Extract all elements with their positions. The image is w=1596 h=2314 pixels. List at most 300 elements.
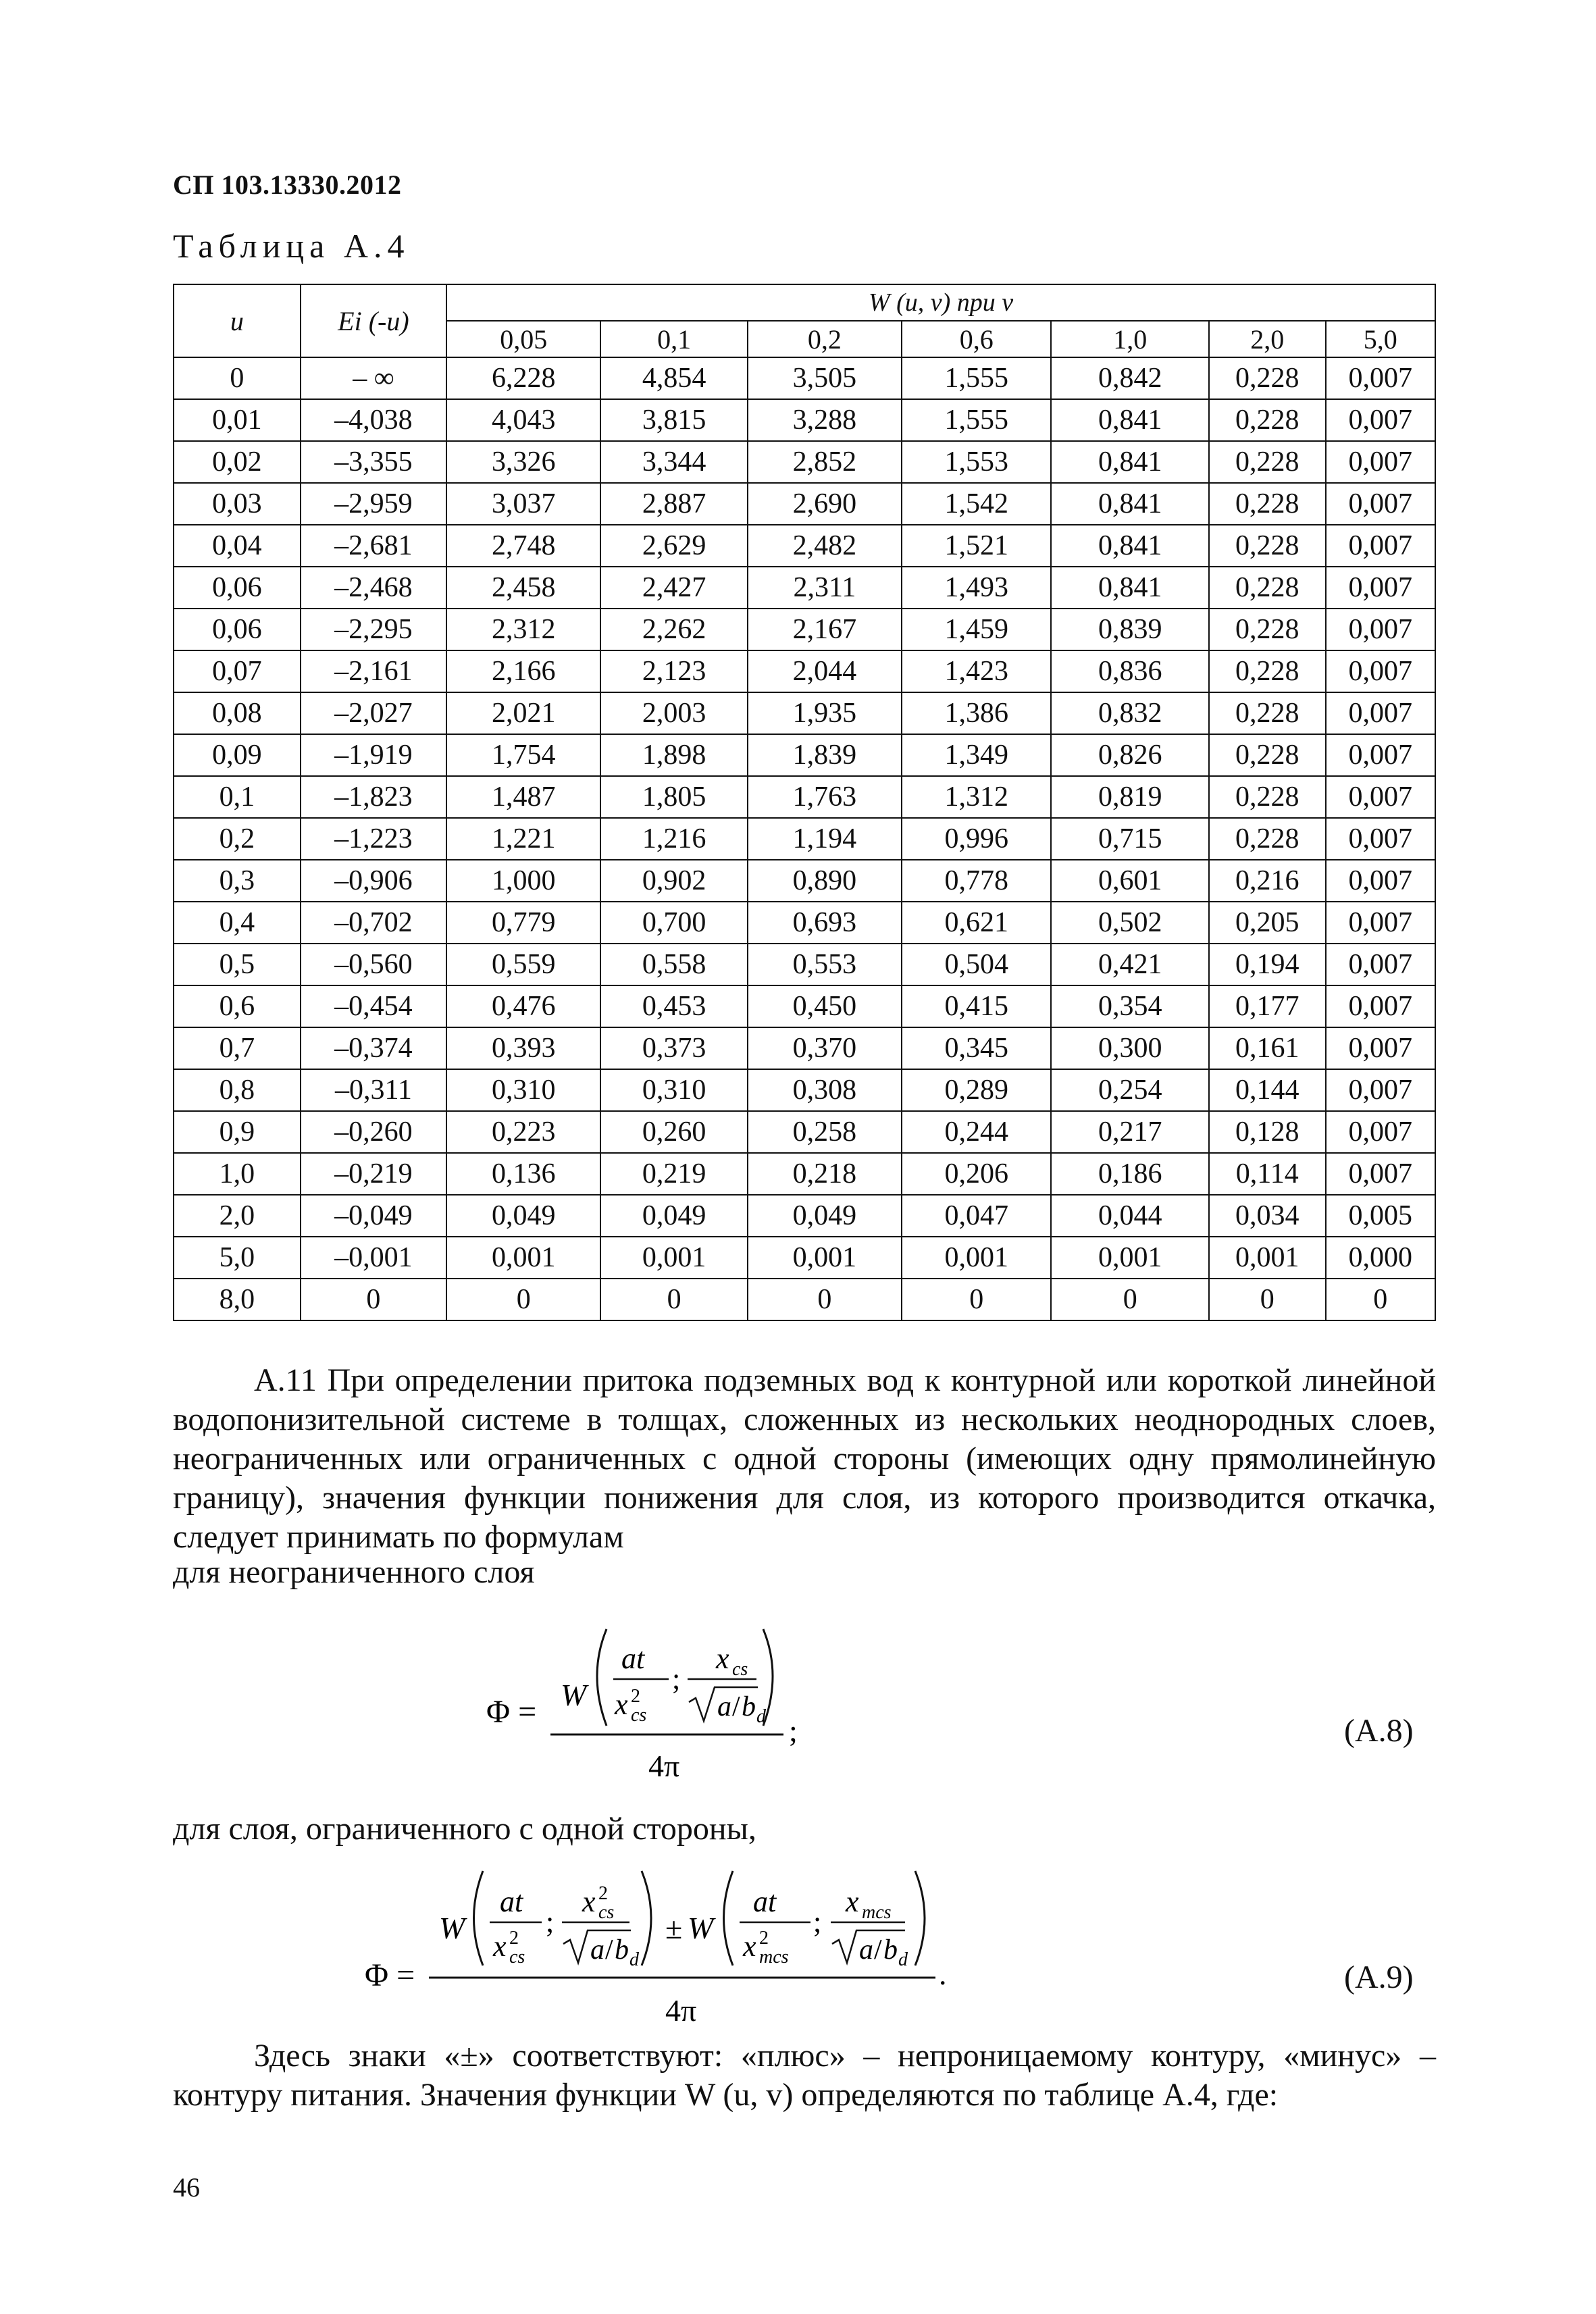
cell-ei: –2,295 <box>301 609 446 650</box>
cell-w: 0,228 <box>1209 776 1326 818</box>
cell-w: 1,763 <box>748 776 902 818</box>
table-row <box>174 567 1435 609</box>
cell-w: 0,450 <box>748 985 902 1027</box>
svg-text:d: d <box>629 1949 639 1970</box>
cell-w: 0,373 <box>600 1027 747 1069</box>
svg-text:x: x <box>493 1930 507 1963</box>
cell-w: 0,996 <box>902 818 1051 860</box>
cell-w: 2,003 <box>600 692 747 734</box>
cell-ei: –2,161 <box>301 650 446 692</box>
cell-w: 0,310 <box>446 1069 600 1111</box>
cell-w: 2,262 <box>600 609 747 650</box>
cell-w: 0,621 <box>902 902 1051 944</box>
cell-ei: –0,311 <box>301 1069 446 1111</box>
cell-w: 0,007 <box>1326 1153 1435 1195</box>
cell-w: 0 <box>446 1279 600 1320</box>
table-row <box>174 483 1435 525</box>
cell-w: 0,841 <box>1051 525 1209 567</box>
cell-ei: –3,355 <box>301 441 446 483</box>
cell-w: 0,453 <box>600 985 747 1027</box>
svg-text:cs: cs <box>598 1902 615 1923</box>
cell-w: 0,001 <box>748 1237 902 1279</box>
svg-text:cs: cs <box>631 1705 647 1726</box>
cell-w: 0,001 <box>1051 1237 1209 1279</box>
cell-ei: –0,906 <box>301 860 446 902</box>
cell-w: 1,805 <box>600 776 747 818</box>
cell-w: 0,300 <box>1051 1027 1209 1069</box>
cell-w: 0,007 <box>1326 567 1435 609</box>
formula-a9-denominator: 4π <box>665 1993 697 2028</box>
cell-w: 0,345 <box>902 1027 1051 1069</box>
table-body <box>174 357 1435 1320</box>
cell-ei: 0 <box>301 1279 446 1320</box>
cell-w: 0 <box>600 1279 747 1320</box>
cell-w: 0,217 <box>1051 1111 1209 1153</box>
cell-w: 3,326 <box>446 441 600 483</box>
cell-w: 0,228 <box>1209 567 1326 609</box>
cell-w: 0,842 <box>1051 357 1209 399</box>
cell-w: 0,836 <box>1051 650 1209 692</box>
cell-u: 1,0 <box>174 1153 301 1195</box>
cell-w: 0,779 <box>446 902 600 944</box>
cell-w: 0,136 <box>446 1153 600 1195</box>
cell-w: 0,007 <box>1326 609 1435 650</box>
cell-w: 0,228 <box>1209 357 1326 399</box>
cell-w: 2,427 <box>600 567 747 609</box>
cell-w: 0,186 <box>1051 1153 1209 1195</box>
paragraph-signs <box>173 2036 1436 2115</box>
cell-u: 0,08 <box>174 692 301 734</box>
table-row <box>174 734 1435 776</box>
paragraph-a11 <box>173 1361 1436 1557</box>
cell-w: 2,887 <box>600 483 747 525</box>
cell-w: 0,005 <box>1326 1195 1435 1237</box>
cell-w: 0,559 <box>446 944 600 985</box>
equation-number-a8: (А.8) <box>1344 1713 1414 1749</box>
cell-w: 0,007 <box>1326 944 1435 985</box>
cell-w: 0,258 <box>748 1111 902 1153</box>
cell-w: 0,219 <box>600 1153 747 1195</box>
cell-u: 0 <box>174 357 301 399</box>
svg-text:2: 2 <box>759 1928 769 1949</box>
cell-ei: –0,260 <box>301 1111 446 1153</box>
svg-text:;: ; <box>813 1905 822 1938</box>
table-row <box>174 357 1435 399</box>
cell-w: 2,021 <box>446 692 600 734</box>
formula-a9-lhs: Φ = <box>365 1957 415 1993</box>
cell-w: 0,502 <box>1051 902 1209 944</box>
svg-text:b: b <box>742 1691 756 1722</box>
cell-w: 0,218 <box>748 1153 902 1195</box>
cell-w: 0,114 <box>1209 1153 1326 1195</box>
cell-w: 2,044 <box>748 650 902 692</box>
column-header-ei: Ei (-u) <box>301 284 446 357</box>
cell-ei: –0,702 <box>301 902 446 944</box>
table-row <box>174 1237 1435 1279</box>
cell-w: 0,308 <box>748 1069 902 1111</box>
svg-text:d: d <box>898 1949 908 1970</box>
cell-w: 2,690 <box>748 483 902 525</box>
function-w-table <box>173 284 1436 1321</box>
cell-u: 0,2 <box>174 818 301 860</box>
cell-w: 0 <box>1326 1279 1435 1320</box>
formula-a8-func: W <box>561 1678 587 1712</box>
cell-w: 0,044 <box>1051 1195 1209 1237</box>
cell-w: 0,007 <box>1326 1069 1435 1111</box>
cell-w: 0,504 <box>902 944 1051 985</box>
cell-u: 5,0 <box>174 1237 301 1279</box>
formula-a8-graphic <box>486 1614 838 1790</box>
svg-text:.: . <box>939 1957 947 1991</box>
svg-text:x: x <box>716 1642 729 1675</box>
cell-w: 0,890 <box>748 860 902 902</box>
column-header-v: 0,05 <box>446 321 600 357</box>
cell-w: 0,007 <box>1326 776 1435 818</box>
cell-w: 2,748 <box>446 525 600 567</box>
svg-text:2: 2 <box>509 1928 519 1949</box>
formula-a9-plus-minus: ± <box>665 1911 683 1945</box>
cell-u: 0,8 <box>174 1069 301 1111</box>
table-title: Таблица А.4 <box>173 227 410 265</box>
svg-text:a: a <box>590 1934 604 1965</box>
cell-w: 0,393 <box>446 1027 600 1069</box>
column-header-v: 2,0 <box>1209 321 1326 357</box>
cell-w: 1,839 <box>748 734 902 776</box>
cell-w: 0 <box>902 1279 1051 1320</box>
cell-w: 4,043 <box>446 399 600 441</box>
cell-ei: –2,027 <box>301 692 446 734</box>
cell-w: 1,487 <box>446 776 600 818</box>
cell-u: 0,02 <box>174 441 301 483</box>
formula-a9 <box>365 1864 1027 2048</box>
cell-w: 0,034 <box>1209 1195 1326 1237</box>
cell-w: 0,476 <box>446 985 600 1027</box>
cell-u: 0,03 <box>174 483 301 525</box>
cell-w: 0,693 <box>748 902 902 944</box>
cell-w: 0,228 <box>1209 818 1326 860</box>
cell-w: 0,228 <box>1209 692 1326 734</box>
cell-w: 0,007 <box>1326 902 1435 944</box>
cell-u: 0,7 <box>174 1027 301 1069</box>
cell-w: 0,841 <box>1051 483 1209 525</box>
cell-w: 0 <box>1209 1279 1326 1320</box>
table-row <box>174 985 1435 1027</box>
cell-w: 0,841 <box>1051 441 1209 483</box>
cell-u: 0,5 <box>174 944 301 985</box>
cell-w: 0,841 <box>1051 567 1209 609</box>
cell-w: 1,898 <box>600 734 747 776</box>
table-row <box>174 1027 1435 1069</box>
cell-w: 6,228 <box>446 357 600 399</box>
formula-a9-func-2: W <box>688 1911 714 1945</box>
formula-a8-at: at <box>621 1642 645 1675</box>
table-row <box>174 399 1435 441</box>
cell-w: 0,007 <box>1326 441 1435 483</box>
svg-text:2: 2 <box>598 1883 608 1904</box>
svg-text:x: x <box>615 1688 628 1721</box>
svg-text:at: at <box>753 1885 777 1918</box>
cell-w: 0,007 <box>1326 1027 1435 1069</box>
cell-ei: –0,001 <box>301 1237 446 1279</box>
cell-w: 0,144 <box>1209 1069 1326 1111</box>
cell-w: 0,415 <box>902 985 1051 1027</box>
cell-w: 0,007 <box>1326 399 1435 441</box>
cell-w: 3,288 <box>748 399 902 441</box>
cell-w: 0,049 <box>748 1195 902 1237</box>
label-bounded-layer: для слоя, ограниченного с одной стороны, <box>173 1811 756 1847</box>
cell-w: 0,370 <box>748 1027 902 1069</box>
table-row <box>174 860 1435 902</box>
cell-w: 0,007 <box>1326 692 1435 734</box>
cell-w: 0,260 <box>600 1111 747 1153</box>
equation-number-a9: (А.9) <box>1344 1959 1414 1995</box>
table-row <box>174 1111 1435 1153</box>
cell-w: 1,312 <box>902 776 1051 818</box>
table-row <box>174 441 1435 483</box>
cell-w: 0,902 <box>600 860 747 902</box>
cell-w: 1,386 <box>902 692 1051 734</box>
cell-ei: –4,038 <box>301 399 446 441</box>
cell-w: 1,216 <box>600 818 747 860</box>
svg-text:a: a <box>717 1691 731 1722</box>
table-row <box>174 650 1435 692</box>
cell-w: 1,459 <box>902 609 1051 650</box>
column-group-header-w: W (u, v) при v <box>446 284 1435 321</box>
svg-text:/: / <box>874 1934 882 1965</box>
cell-w: 1,555 <box>902 357 1051 399</box>
cell-w: 1,194 <box>748 818 902 860</box>
svg-text:cs: cs <box>509 1947 525 1968</box>
svg-text:mcs: mcs <box>862 1902 892 1923</box>
cell-w: 2,167 <box>748 609 902 650</box>
cell-w: 2,312 <box>446 609 600 650</box>
cell-w: 3,815 <box>600 399 747 441</box>
cell-w: 0,007 <box>1326 734 1435 776</box>
cell-w: 0,228 <box>1209 483 1326 525</box>
cell-w: 0,001 <box>902 1237 1051 1279</box>
cell-w: 0,558 <box>600 944 747 985</box>
cell-u: 0,09 <box>174 734 301 776</box>
svg-text:b: b <box>615 1934 629 1965</box>
formula-a9-func-1: W <box>439 1911 465 1945</box>
cell-ei: –1,919 <box>301 734 446 776</box>
cell-w: 3,505 <box>748 357 902 399</box>
cell-w: 0,289 <box>902 1069 1051 1111</box>
cell-ei: –0,454 <box>301 985 446 1027</box>
table-row <box>174 1279 1435 1320</box>
cell-w: 0,228 <box>1209 399 1326 441</box>
cell-ei: – ∞ <box>301 357 446 399</box>
cell-w: 1,423 <box>902 650 1051 692</box>
cell-w: 1,221 <box>446 818 600 860</box>
cell-w: 0,228 <box>1209 609 1326 650</box>
cell-w: 0,128 <box>1209 1111 1326 1153</box>
column-header-v: 0,1 <box>600 321 747 357</box>
cell-u: 0,9 <box>174 1111 301 1153</box>
cell-w: 0,421 <box>1051 944 1209 985</box>
cell-w: 0,007 <box>1326 483 1435 525</box>
svg-text:x: x <box>582 1885 596 1918</box>
cell-w: 0,228 <box>1209 650 1326 692</box>
column-header-v: 0,6 <box>902 321 1051 357</box>
svg-text:mcs: mcs <box>759 1947 789 1968</box>
cell-w: 0,049 <box>600 1195 747 1237</box>
formula-a8 <box>486 1614 838 1798</box>
cell-w: 0 <box>748 1279 902 1320</box>
svg-text:/: / <box>605 1934 613 1965</box>
svg-text:/: / <box>732 1691 740 1722</box>
svg-text:;: ; <box>789 1714 798 1748</box>
cell-w: 0,228 <box>1209 734 1326 776</box>
table-row <box>174 1195 1435 1237</box>
svg-text:a: a <box>859 1934 873 1965</box>
cell-w: 1,542 <box>902 483 1051 525</box>
cell-w: 1,553 <box>902 441 1051 483</box>
cell-w: 0,832 <box>1051 692 1209 734</box>
paragraph-a11-text: А.11 При определении притока подземных вод к контурной или короткой линейной водопонизительной системе в толщах, сложенных из нескольких неоднородных слоев, неограниченных или ограниченных с одной стороны (имеющих одну прямолинейную границу), значения функции понижения для слоя, из которого производится откачка, следует принимать по формулам <box>173 1362 1436 1555</box>
cell-w: 1,935 <box>748 692 902 734</box>
cell-w: 0,206 <box>902 1153 1051 1195</box>
cell-w: 0,819 <box>1051 776 1209 818</box>
svg-text:d: d <box>756 1706 766 1727</box>
svg-text:x: x <box>846 1885 859 1918</box>
column-header-v: 1,0 <box>1051 321 1209 357</box>
cell-w: 3,037 <box>446 483 600 525</box>
cell-w: 2,458 <box>446 567 600 609</box>
cell-w: 0,254 <box>1051 1069 1209 1111</box>
svg-text:at: at <box>500 1885 523 1918</box>
cell-u: 0,4 <box>174 902 301 944</box>
cell-w: 0,244 <box>902 1111 1051 1153</box>
cell-w: 0,007 <box>1326 1111 1435 1153</box>
table-row <box>174 776 1435 818</box>
table-row <box>174 902 1435 944</box>
cell-u: 0,06 <box>174 609 301 650</box>
cell-ei: –0,374 <box>301 1027 446 1069</box>
cell-w: 0,194 <box>1209 944 1326 985</box>
cell-w: 0,177 <box>1209 985 1326 1027</box>
cell-ei: –2,468 <box>301 567 446 609</box>
cell-ei: –2,681 <box>301 525 446 567</box>
cell-u: 0,04 <box>174 525 301 567</box>
document-code: СП 103.13330.2012 <box>173 170 402 200</box>
cell-w: 0,223 <box>446 1111 600 1153</box>
cell-w: 0,839 <box>1051 609 1209 650</box>
cell-ei: –2,959 <box>301 483 446 525</box>
cell-w: 2,482 <box>748 525 902 567</box>
cell-w: 0,228 <box>1209 441 1326 483</box>
cell-w: 0,007 <box>1326 525 1435 567</box>
table-row <box>174 609 1435 650</box>
cell-ei: –1,223 <box>301 818 446 860</box>
cell-w: 0 <box>1051 1279 1209 1320</box>
cell-w: 0,778 <box>902 860 1051 902</box>
cell-ei: –1,823 <box>301 776 446 818</box>
cell-w: 0,310 <box>600 1069 747 1111</box>
cell-u: 0,07 <box>174 650 301 692</box>
cell-w: 1,521 <box>902 525 1051 567</box>
cell-w: 1,555 <box>902 399 1051 441</box>
cell-w: 1,349 <box>902 734 1051 776</box>
cell-u: 0,6 <box>174 985 301 1027</box>
page-number: 46 <box>173 2172 200 2203</box>
cell-w: 0,841 <box>1051 399 1209 441</box>
cell-u: 2,0 <box>174 1195 301 1237</box>
cell-w: 0,161 <box>1209 1027 1326 1069</box>
cell-w: 2,852 <box>748 441 902 483</box>
svg-text:;: ; <box>672 1662 681 1695</box>
cell-w: 0,001 <box>446 1237 600 1279</box>
cell-w: 1,493 <box>902 567 1051 609</box>
table-row <box>174 692 1435 734</box>
cell-w: 2,629 <box>600 525 747 567</box>
column-header-v: 5,0 <box>1326 321 1435 357</box>
cell-w: 0,001 <box>600 1237 747 1279</box>
cell-u: 8,0 <box>174 1279 301 1320</box>
cell-w: 0,007 <box>1326 357 1435 399</box>
cell-w: 2,311 <box>748 567 902 609</box>
cell-w: 0,715 <box>1051 818 1209 860</box>
svg-text:b: b <box>883 1934 898 1965</box>
svg-text:cs: cs <box>732 1659 748 1680</box>
cell-u: 0,06 <box>174 567 301 609</box>
cell-w: 0,001 <box>1209 1237 1326 1279</box>
cell-w: 0,007 <box>1326 650 1435 692</box>
cell-w: 0,553 <box>748 944 902 985</box>
cell-w: 0,216 <box>1209 860 1326 902</box>
column-header-u: u <box>174 284 301 357</box>
cell-u: 0,01 <box>174 399 301 441</box>
paragraph-signs-text: Здесь знаки «±» соответствуют: «плюс» – непроницаемому контуру, «минус» – контуру питания. Значения функции W (u, v) определяются по таблице А.4, где: <box>173 2038 1436 2113</box>
formula-a8-denominator: 4π <box>648 1749 680 1783</box>
cell-w: 3,344 <box>600 441 747 483</box>
cell-ei: –0,219 <box>301 1153 446 1195</box>
table-row <box>174 818 1435 860</box>
column-header-v: 0,2 <box>748 321 902 357</box>
cell-ei: –0,560 <box>301 944 446 985</box>
svg-text:x: x <box>743 1930 756 1963</box>
cell-w: 0,000 <box>1326 1237 1435 1279</box>
cell-w: 1,000 <box>446 860 600 902</box>
cell-w: 0,007 <box>1326 818 1435 860</box>
cell-u: 0,1 <box>174 776 301 818</box>
table-row <box>174 525 1435 567</box>
cell-w: 0,007 <box>1326 860 1435 902</box>
cell-w: 0,049 <box>446 1195 600 1237</box>
cell-w: 0,205 <box>1209 902 1326 944</box>
cell-w: 1,754 <box>446 734 600 776</box>
svg-text:2: 2 <box>631 1686 640 1707</box>
cell-u: 0,3 <box>174 860 301 902</box>
table-row <box>174 944 1435 985</box>
cell-w: 0,354 <box>1051 985 1209 1027</box>
cell-w: 0,826 <box>1051 734 1209 776</box>
cell-w: 2,166 <box>446 650 600 692</box>
svg-text:;: ; <box>546 1905 555 1938</box>
label-unbounded-layer: для неограниченного слоя <box>173 1554 535 1590</box>
table-row <box>174 1069 1435 1111</box>
cell-w: 0,228 <box>1209 525 1326 567</box>
cell-w: 0,700 <box>600 902 747 944</box>
formula-a8-lhs: Φ = <box>486 1694 537 1730</box>
cell-w: 4,854 <box>600 357 747 399</box>
cell-w: 0,007 <box>1326 985 1435 1027</box>
cell-w: 0,047 <box>902 1195 1051 1237</box>
cell-ei: –0,049 <box>301 1195 446 1237</box>
formula-a9-graphic <box>365 1864 1027 2040</box>
cell-w: 0,601 <box>1051 860 1209 902</box>
table-row <box>174 1153 1435 1195</box>
